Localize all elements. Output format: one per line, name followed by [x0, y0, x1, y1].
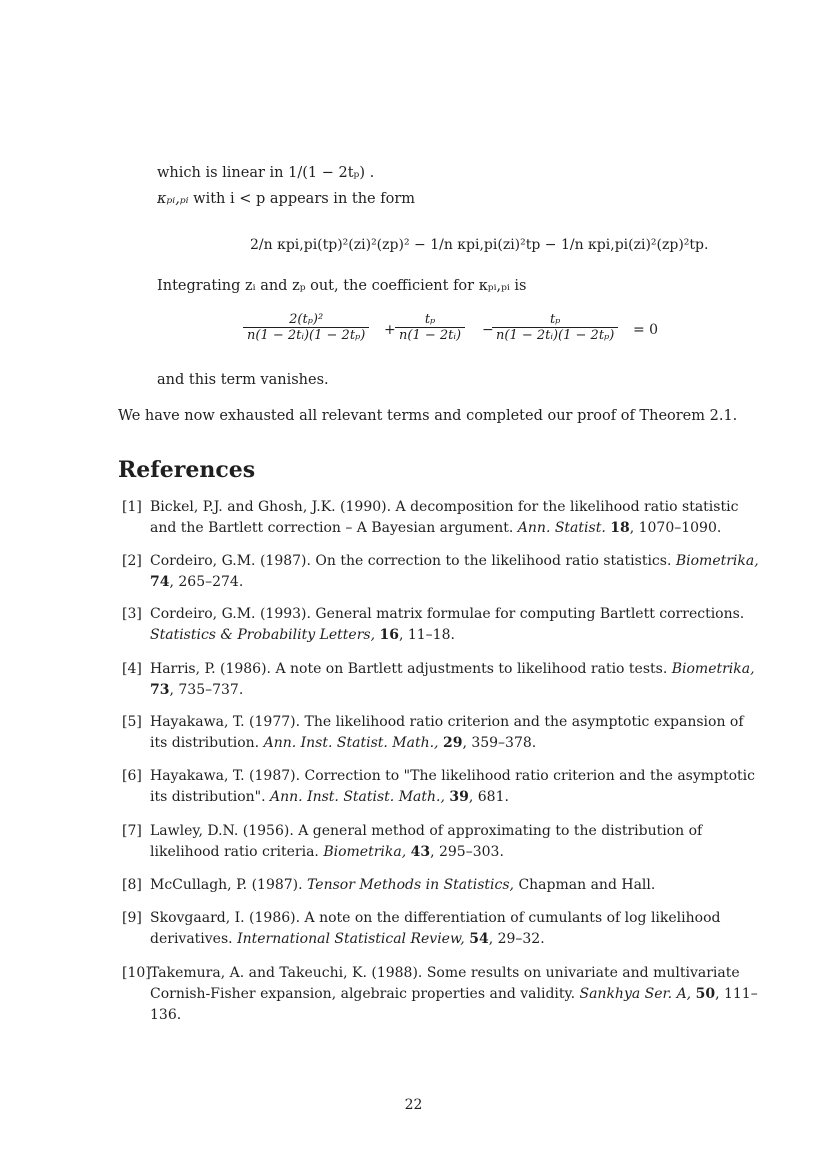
- fraction-2-numerator: tₚ: [424, 312, 436, 327]
- reference-label: [4]: [122, 661, 142, 677]
- reference-journal: Statistics & Probability Letters,: [150, 627, 380, 643]
- reference-text: Cordeiro, G.M. (1987). On the correction to the likelihood ratio statistics.: [150, 553, 676, 569]
- reference-volume: 16: [379, 627, 399, 643]
- reference-volume: 54: [469, 931, 489, 947]
- reference-pages: , 29–32.: [488, 931, 545, 947]
- reference-label: [3]: [122, 606, 142, 622]
- reference-text: Takemura, A. and Takeuchi, K. (1988). Some results on univariate and multivariate Cornish-Fisher expansion, algebraic properties and validity.: [150, 965, 740, 1002]
- reference-label: [8]: [122, 877, 142, 893]
- reference-body: [150, 712, 762, 754]
- reference-text: Cordeiro, G.M. (1993). General matrix formulae for computing Bartlett corrections.: [150, 606, 745, 622]
- references-heading: References: [118, 457, 256, 483]
- reference-volume: 29: [442, 735, 463, 751]
- reference-journal: International Statistical Review,: [237, 931, 470, 947]
- reference-journal: Biometrika,: [323, 844, 411, 860]
- fraction-term-1: [243, 312, 369, 343]
- equals-zero: = 0: [633, 322, 659, 338]
- reference-text: Skovgaard, I. (1986). A note on the differentiation of cumulants of log likelihood derivatives.: [150, 910, 721, 947]
- reference-body: [150, 497, 762, 539]
- reference-body: [150, 766, 762, 808]
- equation-form: 2/n κpi,pi(tp)²(zi)²(zp)² − 1/n κpi,pi(zi)²tp − 1/n κpi,pi(zi)²(zp)²tp.: [250, 237, 709, 253]
- fraction-term-2: [395, 312, 465, 343]
- reference-body: [150, 821, 762, 863]
- reference-pages: , 11–18.: [398, 627, 455, 643]
- reference-body: [150, 604, 762, 646]
- reference-volume: 74: [150, 574, 170, 590]
- reference-text: McCullagh, P. (1987).: [150, 877, 308, 893]
- reference-text: Hayakawa, T. (1977). The likelihood ratio criterion and the asymptotic expansion of its distribution.: [150, 714, 744, 751]
- reference-pages: , 265–274.: [169, 574, 244, 590]
- reference-body: [150, 963, 762, 1026]
- reference-item: [122, 604, 762, 646]
- reference-journal: Sankhya Ser. A,: [579, 986, 696, 1002]
- reference-pages: , 359–378.: [462, 735, 537, 751]
- proof-line-conclusion: We have now exhausted all relevant terms and completed our proof of Theorem 2.1.: [118, 408, 738, 424]
- reference-volume: 43: [410, 844, 431, 860]
- reference-body: [150, 875, 762, 896]
- reference-label: [6]: [122, 768, 142, 784]
- reference-journal: Ann. Statist.: [517, 520, 611, 536]
- fraction-3-numerator: tₚ: [549, 312, 561, 327]
- reference-label: [9]: [122, 910, 142, 926]
- reference-label: [2]: [122, 553, 142, 569]
- reference-item: [122, 659, 762, 701]
- reference-text: Harris, P. (1986). A note on Bartlett adjustments to likelihood ratio tests.: [150, 661, 672, 677]
- fraction-1-denominator: n(1 − 2tᵢ)(1 − 2tₚ): [243, 327, 369, 343]
- reference-journal: Ann. Inst. Statist. Math.,: [270, 789, 450, 805]
- reference-item: [122, 963, 762, 1026]
- reference-pages: , 681.: [468, 789, 509, 805]
- reference-item: [122, 712, 762, 754]
- reference-item: [122, 875, 762, 896]
- minus-operator: −: [482, 322, 494, 338]
- reference-body: [150, 659, 762, 701]
- proof-line-appears: [157, 190, 415, 208]
- reference-label: [5]: [122, 714, 142, 730]
- reference-item: [122, 766, 762, 808]
- reference-body: [150, 908, 762, 950]
- reference-text: Bickel, P.J. and Ghosh, J.K. (1990). A decomposition for the likelihood ratio statistic and the Bartlett correction – A Bayesian argument.: [150, 499, 739, 536]
- reference-pages: , 111–136.: [150, 986, 758, 1023]
- fraction-term-3: [492, 312, 618, 343]
- reference-journal: Biometrika,: [671, 661, 755, 677]
- proof-line-integrating: Integrating zᵢ and zₚ out, the coefficient for κₚᵢ,ₚᵢ is: [157, 278, 527, 294]
- reference-label: [1]: [122, 499, 142, 515]
- reference-body: [150, 551, 762, 593]
- reference-item: [122, 821, 762, 863]
- reference-label: [10]: [122, 965, 151, 981]
- fraction-1-numerator: 2(tₚ)²: [289, 312, 324, 327]
- proof-line-linear: which is linear in 1/(1 − 2tₚ) .: [157, 165, 375, 181]
- reference-text: Hayakawa, T. (1987). Correction to "The likelihood ratio criterion and the asymptotic its distribution".: [150, 768, 755, 805]
- reference-pages: , 735–737.: [169, 682, 244, 698]
- reference-pages: Chapman and Hall.: [518, 877, 656, 893]
- reference-volume: 39: [449, 789, 469, 805]
- reference-pages: , 1070–1090.: [629, 520, 722, 536]
- reference-item: [122, 497, 762, 539]
- reference-text: Lawley, D.N. (1956). A general method of approximating to the distribution of likelihood ratio criteria.: [150, 823, 703, 860]
- reference-item: [122, 551, 762, 593]
- page-number: 22: [404, 1097, 423, 1113]
- reference-journal: Ann. Inst. Statist. Math.,: [263, 735, 443, 751]
- fraction-3-denominator: n(1 − 2tᵢ)(1 − 2tₚ): [492, 327, 618, 343]
- plus-operator: +: [384, 322, 396, 338]
- reference-journal: Biometrika,: [675, 553, 759, 569]
- reference-volume: 73: [150, 682, 170, 698]
- reference-label: [7]: [122, 823, 142, 839]
- reference-journal: Tensor Methods in Statistics,: [307, 877, 519, 893]
- appears-text: with i < p appears in the form: [188, 191, 416, 207]
- fraction-2-denominator: n(1 − 2tᵢ): [395, 327, 465, 343]
- reference-item: [122, 908, 762, 950]
- reference-volume: 18: [610, 520, 630, 536]
- reference-pages: , 295–303.: [430, 844, 504, 860]
- proof-line-vanishes: and this term vanishes.: [157, 372, 329, 388]
- kappa-symbol: κₚᵢ,ₚᵢ: [157, 191, 189, 207]
- reference-volume: 50: [695, 986, 716, 1002]
